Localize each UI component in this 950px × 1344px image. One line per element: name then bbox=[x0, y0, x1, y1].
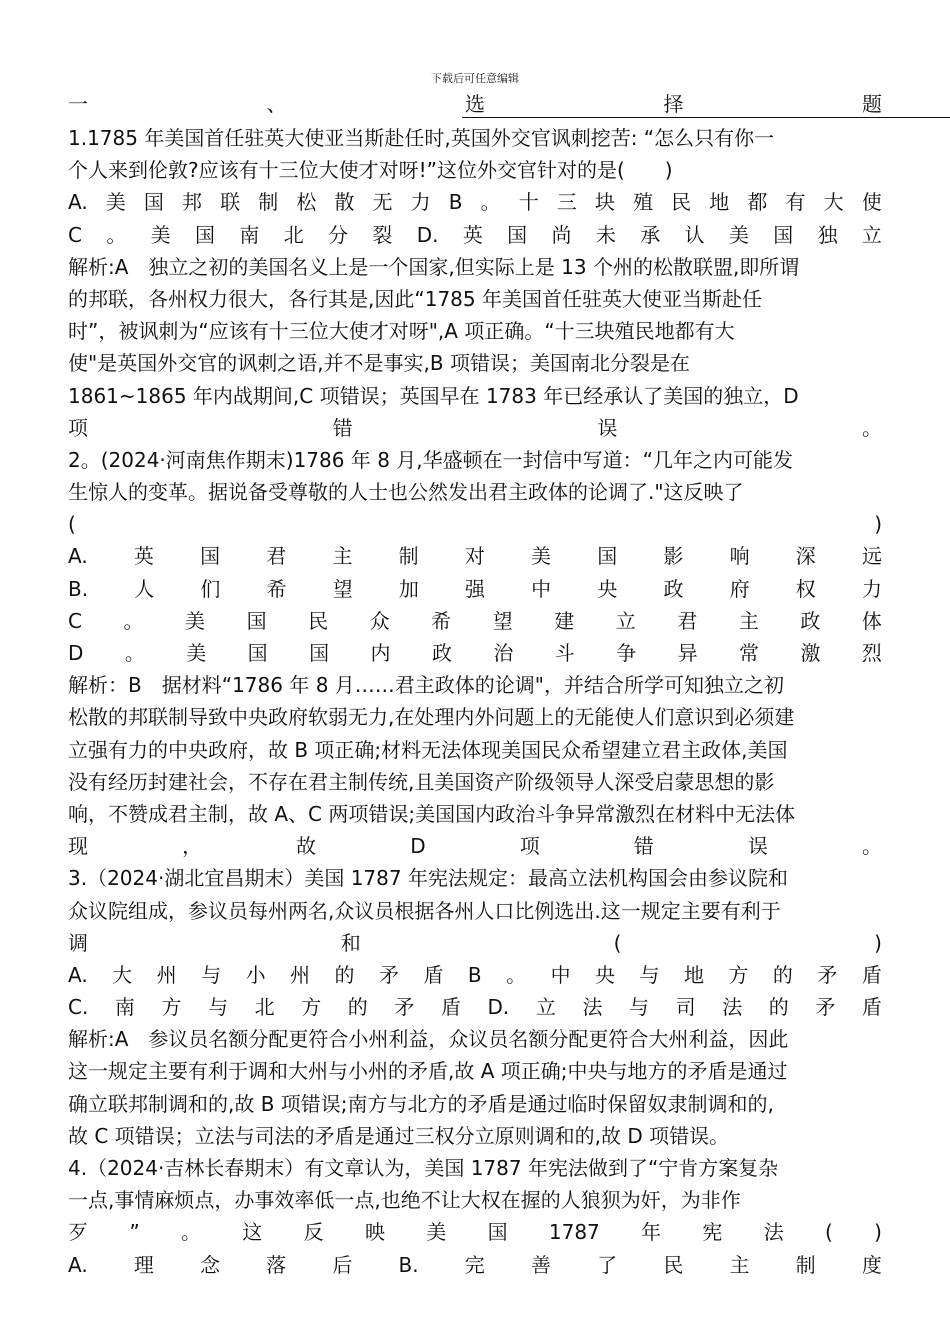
text-token: 制 bbox=[398, 544, 419, 569]
text-token: 烈 bbox=[861, 641, 882, 665]
text-token: C. bbox=[68, 995, 89, 1020]
text-line: 松散的邦联制导致中央政府软弱无力,在处理内外问题上的无能使人们意识到必须建 bbox=[68, 705, 795, 730]
text-token: 使 bbox=[861, 190, 882, 215]
text-token: 方 bbox=[161, 995, 182, 1020]
text-line: 故 C 项错误；立法与司法的矛盾是通过三权分立原则调和的,故 D 项错误。 bbox=[68, 1123, 730, 1148]
text-token: 的 bbox=[768, 995, 789, 1020]
text-line: 没有经历封建社会，不存在君主制传统,且美国资产阶级领导人深受启蒙思想的影 bbox=[68, 769, 775, 794]
text-token: 法 bbox=[763, 1220, 784, 1245]
text-token: 地 bbox=[683, 962, 704, 987]
text-token: 美 bbox=[531, 544, 551, 569]
text-token: 宪 bbox=[702, 1220, 723, 1245]
text-line bbox=[68, 219, 882, 251]
text-token: 常 bbox=[739, 641, 760, 665]
text-token: 对 bbox=[464, 544, 485, 569]
text-token: 殖 bbox=[633, 190, 654, 215]
text-token: 府 bbox=[729, 576, 750, 601]
text-token: 众 bbox=[369, 608, 390, 633]
text-token: 联 bbox=[220, 190, 241, 215]
text-token: 民 bbox=[308, 608, 329, 633]
text-line: 解析:A 参议员名额分配更符合小州利益，众议员名额分配更符合大州利益，因此 bbox=[68, 1027, 789, 1052]
section-underline bbox=[462, 117, 950, 118]
text-token: 建 bbox=[554, 608, 575, 633]
text-token: 希 bbox=[266, 576, 287, 601]
text-token: B bbox=[467, 962, 482, 987]
text-token: 矛 bbox=[817, 962, 838, 987]
text-token: 。 bbox=[480, 190, 501, 215]
text-token: 后 bbox=[332, 1252, 353, 1277]
text-line bbox=[68, 540, 882, 572]
text-token: D bbox=[68, 641, 84, 665]
text-token: 错 bbox=[633, 834, 654, 859]
text-token: 的 bbox=[347, 995, 368, 1020]
text-token: 裂 bbox=[372, 222, 393, 247]
text-token: 力 bbox=[861, 576, 882, 601]
text-token: 央 bbox=[597, 576, 618, 601]
text-token: 力 bbox=[410, 190, 431, 215]
text-token: 误 bbox=[597, 415, 618, 440]
text-token: D. bbox=[487, 995, 510, 1020]
text-line: 1.1785 年美国首任驻英大使亚当斯赴任时,英国外交官讽刺挖苦: “怎么只有你一 bbox=[68, 126, 775, 150]
text-token: 项 bbox=[519, 834, 540, 859]
text-token: 国 bbox=[195, 222, 215, 247]
text-token: 制 bbox=[795, 1252, 816, 1277]
text-token: B. bbox=[398, 1252, 419, 1277]
text-token: 内 bbox=[370, 641, 391, 665]
text-token: 了 bbox=[597, 1252, 618, 1277]
text-token: 南 bbox=[239, 222, 260, 247]
text-line: 4.（2024·吉林长春期末）有文章认为，美国 1787 年宪法做到了“宁肯方案复杂 bbox=[68, 1156, 779, 1180]
text-line: 众议院组成，参议员每州两名,众议员根据各州人口比例选出.这一规定主要有利于 bbox=[68, 898, 781, 923]
text-token: 国 bbox=[487, 1220, 508, 1245]
text-token: 君 bbox=[677, 608, 698, 633]
text-token: 国 bbox=[247, 641, 268, 665]
text-line: 立强有力的中央政府，故 B 项正确;材料无法体现美国民众希望建立君主政体,美国 bbox=[68, 737, 788, 762]
text-token: 未 bbox=[595, 222, 616, 247]
text-token: 尚 bbox=[551, 222, 572, 247]
text-line bbox=[68, 637, 882, 669]
text-token: 错 bbox=[332, 415, 353, 440]
text-token: 法 bbox=[722, 995, 743, 1020]
text-line: 使"是英国外交官的讽刺之语,并不是事实,B 项错误；美国南北分裂是在 bbox=[68, 351, 690, 376]
text-line: 响，不赞成君主制，故 A、C 两项错误;美国国内政治斗争异常激烈在材料中无法体 bbox=[68, 801, 796, 826]
text-token: C bbox=[68, 608, 82, 633]
text-token: 美 bbox=[150, 222, 171, 247]
text-token: 斗 bbox=[554, 641, 575, 665]
section-title bbox=[68, 90, 882, 118]
text-token: 司 bbox=[675, 995, 696, 1020]
text-token: 美 bbox=[728, 222, 749, 247]
text-token: 法 bbox=[582, 995, 603, 1020]
section-title-part: 题 bbox=[862, 92, 882, 116]
text-token: 盾 bbox=[423, 962, 444, 987]
text-line: 解析：B 据材料“1786 年 8 月……君主政体的论调"，并结合所学可知独立之初 bbox=[68, 673, 784, 698]
text-token: 。 bbox=[861, 834, 882, 859]
section-title-part: 、 bbox=[266, 92, 287, 116]
text-token: 北 bbox=[254, 995, 275, 1020]
text-token: 松 bbox=[296, 190, 317, 215]
text-token: 。 bbox=[124, 641, 145, 665]
document-body bbox=[68, 122, 882, 1281]
text-token: ) bbox=[874, 512, 882, 537]
text-token: 争 bbox=[616, 641, 637, 665]
text-token: 望 bbox=[492, 608, 513, 633]
text-token: 的 bbox=[772, 962, 793, 987]
text-token: 三 bbox=[556, 190, 577, 215]
text-token: 希 bbox=[431, 608, 452, 633]
section-title-part: 选 bbox=[465, 92, 485, 116]
text-token: 政 bbox=[800, 608, 821, 633]
text-token: 美 bbox=[426, 1220, 447, 1245]
text-line: 生惊人的变革。据说备受尊敬的人士也公然发出君主政体的论调了."这反映了 bbox=[68, 480, 744, 505]
text-token: ( bbox=[68, 512, 76, 537]
text-line: 3.（2024·湖北宜昌期末）美国 1787 年宪法规定：最高立法机构国会由参议院和 bbox=[68, 866, 788, 891]
text-token: 远 bbox=[861, 544, 882, 569]
text-token: 君 bbox=[266, 544, 287, 569]
text-token: 与 bbox=[201, 962, 222, 987]
text-token: 这 bbox=[242, 1220, 263, 1245]
text-token: 立 bbox=[535, 995, 556, 1020]
text-token: 散 bbox=[334, 190, 355, 215]
text-line bbox=[68, 508, 882, 540]
text-token: 独 bbox=[817, 222, 838, 247]
text-token: 响 bbox=[729, 544, 750, 569]
text-token: 矛 bbox=[394, 995, 415, 1020]
text-token: ， bbox=[182, 834, 203, 859]
text-token: ) bbox=[874, 930, 882, 955]
text-token: 有 bbox=[785, 190, 806, 215]
text-token: 民 bbox=[671, 190, 692, 215]
text-line: 个人来到伦敦?应该有十三位大使才对呀!”这位外交官针对的是( ) bbox=[68, 158, 673, 183]
text-token: ” bbox=[129, 1220, 140, 1245]
text-token: 制 bbox=[258, 190, 279, 215]
text-line bbox=[68, 927, 882, 959]
text-token: 。 bbox=[181, 1220, 201, 1245]
text-token: 盾 bbox=[440, 995, 461, 1020]
text-line bbox=[68, 412, 882, 444]
text-token: 认 bbox=[684, 222, 705, 247]
text-token: 。 bbox=[106, 222, 127, 247]
text-token: 误 bbox=[747, 834, 768, 859]
text-line bbox=[68, 830, 882, 862]
text-token: 善 bbox=[530, 1252, 551, 1277]
text-token: 十 bbox=[518, 190, 539, 215]
text-token: 。 bbox=[123, 608, 144, 633]
text-token: 体 bbox=[861, 608, 882, 633]
text-token: 与 bbox=[639, 962, 660, 987]
text-line bbox=[68, 991, 882, 1023]
text-token: 权 bbox=[795, 576, 816, 601]
text-token: 国 bbox=[309, 641, 330, 665]
text-token: 现 bbox=[68, 834, 88, 859]
text-line bbox=[68, 959, 882, 991]
text-token: 方 bbox=[301, 995, 322, 1020]
text-token: 立 bbox=[861, 222, 882, 247]
text-token: 盾 bbox=[861, 962, 882, 987]
text-token: 美 bbox=[105, 190, 126, 215]
text-token: 块 bbox=[594, 190, 615, 215]
text-token: ) bbox=[874, 1220, 882, 1245]
text-line: 这一规定主要有利于调和大州与小州的矛盾,故 A 项正确;中央与地方的矛盾是通过 bbox=[68, 1059, 788, 1084]
text-token: 矛 bbox=[815, 995, 836, 1020]
text-token: 与 bbox=[208, 995, 229, 1020]
text-token: 1787 bbox=[548, 1220, 600, 1245]
text-token: 加 bbox=[398, 576, 419, 601]
text-token: 英 bbox=[462, 222, 483, 247]
text-token: 州 bbox=[290, 962, 311, 987]
text-token: 南 bbox=[114, 995, 135, 1020]
text-token: B. bbox=[68, 576, 89, 601]
text-token: 方 bbox=[728, 962, 749, 987]
text-token: 治 bbox=[493, 641, 514, 665]
text-token: 国 bbox=[200, 544, 221, 569]
text-token: 望 bbox=[332, 576, 353, 601]
text-token: D bbox=[410, 834, 426, 859]
text-line bbox=[68, 573, 882, 605]
text-token: 政 bbox=[431, 641, 452, 665]
text-token: C bbox=[68, 222, 82, 247]
text-token: 立 bbox=[615, 608, 636, 633]
text-token: 影 bbox=[663, 544, 684, 569]
text-token: 邦 bbox=[182, 190, 203, 215]
text-token: 中 bbox=[531, 576, 552, 601]
section-title-part: 择 bbox=[663, 92, 684, 116]
text-token: D. bbox=[416, 222, 439, 247]
text-line: 时”，被讽刺为“应该有十三位大使才对呀",A 项正确。“十三块殖民地都有大 bbox=[68, 319, 735, 344]
text-token: 承 bbox=[640, 222, 661, 247]
text-token: 美 bbox=[185, 608, 206, 633]
text-token: 都 bbox=[747, 190, 768, 215]
text-token: ( bbox=[613, 930, 622, 955]
text-token: 。 bbox=[861, 415, 882, 440]
text-token: 分 bbox=[328, 222, 349, 247]
text-token: A. bbox=[68, 962, 88, 987]
text-token: 中 bbox=[550, 962, 571, 987]
text-token: 反 bbox=[303, 1220, 324, 1245]
text-token: 国 bbox=[143, 190, 164, 215]
text-token: ( bbox=[825, 1220, 833, 1245]
text-line: 的邦联，各州权力很大，各行其是,因此“1785 年美国首任驻英大使亚当斯赴任 bbox=[68, 286, 762, 311]
text-token: 小 bbox=[245, 962, 266, 987]
text-token: 主 bbox=[332, 544, 353, 569]
text-token: 度 bbox=[861, 1252, 882, 1277]
text-line: 1861~1865 年内战期间,C 项错误；英国早在 1783 年已经承认了美国的独立，D bbox=[68, 383, 799, 408]
text-token: A. bbox=[68, 1252, 88, 1277]
text-token: 们 bbox=[200, 576, 221, 601]
text-line bbox=[68, 1216, 882, 1248]
text-token: 政 bbox=[663, 576, 684, 601]
text-token: A. bbox=[68, 190, 88, 215]
text-token: 国 bbox=[773, 222, 794, 247]
text-token: 激 bbox=[800, 641, 821, 665]
text-token: 年 bbox=[641, 1220, 662, 1245]
text-token: 映 bbox=[364, 1220, 385, 1245]
text-token: 的 bbox=[334, 962, 355, 987]
text-token: 主 bbox=[738, 608, 759, 633]
text-token: B bbox=[448, 190, 463, 215]
text-token: 理 bbox=[133, 1252, 154, 1277]
text-line: 确立联邦制调和的,故 B 项错误;南方与北方的矛盾是通过临时保留奴隶制调和的, bbox=[68, 1091, 774, 1116]
text-token: 大 bbox=[112, 962, 133, 987]
text-line bbox=[68, 605, 882, 637]
text-line bbox=[68, 1249, 882, 1281]
text-token: 国 bbox=[597, 544, 618, 569]
text-token: 国 bbox=[507, 222, 528, 247]
text-line bbox=[68, 186, 882, 218]
text-token: 强 bbox=[465, 576, 486, 601]
text-token: 完 bbox=[464, 1252, 485, 1277]
text-token: 英 bbox=[133, 544, 154, 569]
text-token: 故 bbox=[296, 834, 317, 859]
text-token: 歹 bbox=[68, 1220, 88, 1245]
text-line: 2。(2024·河南焦作期末)1786 年 8 月,华盛顿在一封信中写道：“几年之内可能发 bbox=[68, 447, 793, 472]
text-token: 深 bbox=[795, 544, 816, 569]
text-line: 一点,事情麻烦点，办事效率低一点,也绝不让大权在握的人狼狈为奸，为非作 bbox=[68, 1188, 741, 1213]
text-token: 异 bbox=[677, 641, 698, 665]
text-token: 项 bbox=[68, 415, 88, 440]
text-line: 解析:A 独立之初的美国名义上是一个国家,但实际上是 13 个州的松散联盟,即所谓 bbox=[68, 254, 800, 279]
text-token: 矛 bbox=[378, 962, 399, 987]
text-token: 州 bbox=[156, 962, 177, 987]
text-token: 人 bbox=[134, 576, 155, 601]
text-token: A. bbox=[68, 544, 88, 569]
text-token: 美 bbox=[186, 641, 207, 665]
text-token: 北 bbox=[283, 222, 304, 247]
text-token: 落 bbox=[266, 1252, 287, 1277]
text-token: 。 bbox=[506, 962, 527, 987]
header-note: 下载后可任意编辑 bbox=[431, 72, 519, 85]
text-token: 念 bbox=[200, 1252, 221, 1277]
text-token: 大 bbox=[823, 190, 844, 215]
text-token: 和 bbox=[340, 930, 361, 955]
text-token: 无 bbox=[372, 190, 393, 215]
text-token: 调 bbox=[68, 930, 88, 955]
text-token: 央 bbox=[595, 962, 616, 987]
text-token: 盾 bbox=[861, 995, 882, 1020]
text-token: 国 bbox=[246, 608, 267, 633]
text-token: 地 bbox=[709, 190, 730, 215]
text-token: 与 bbox=[629, 995, 650, 1020]
section-title-part: 一 bbox=[68, 92, 88, 116]
text-token: 主 bbox=[729, 1252, 750, 1277]
text-token: 民 bbox=[663, 1252, 684, 1277]
